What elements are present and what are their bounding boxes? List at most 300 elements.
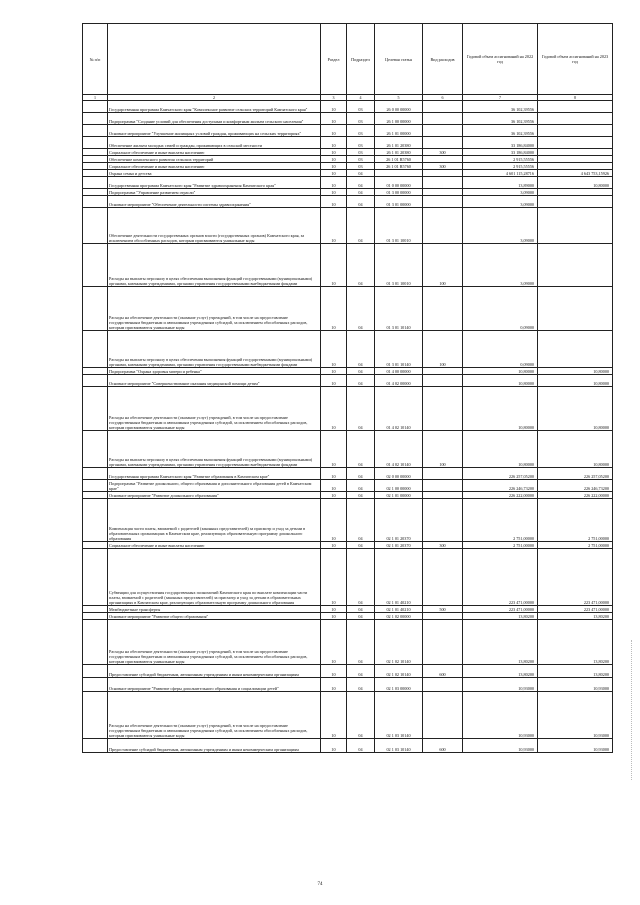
margin-dotted-line: [631, 640, 633, 780]
row-statya-cell: 26 1 01 00000: [375, 125, 423, 137]
row-podrazdel-cell: 03: [347, 156, 375, 163]
table-row: [83, 113, 613, 125]
row-podrazdel-cell: 04: [347, 692, 375, 739]
col-index: 2: [108, 95, 321, 101]
row-razdel-cell: 10: [321, 620, 347, 665]
col-header-2023: Годовой объем ассигнований на 2023 год: [538, 24, 613, 95]
row-2023-cell: [538, 287, 613, 331]
row-statya-cell: 02 1 02 10140: [375, 620, 423, 665]
col-index: 3: [321, 95, 347, 101]
row-statya-cell: 01 3 01 10010: [375, 208, 423, 244]
row-number-cell: [83, 244, 108, 287]
row-statya-cell: 02 1 01 20370: [375, 542, 423, 549]
row-2022-cell: 36 102,39556: [463, 113, 538, 125]
row-name-cell: Обеспечение деятельности государственных органов власти (государственных органов) Камчатского края, за исключением обособленных расходов, которым присваиваются уникальные коды: [108, 208, 321, 244]
row-name-cell: Социальное обеспечение и иные выплаты населению: [108, 163, 321, 170]
row-2023-cell: 10,93000: [538, 678, 613, 692]
row-2023-cell: 223 471,00000: [538, 549, 613, 606]
row-statya-cell: 26 0 00 00000: [375, 101, 423, 113]
col-index: 8: [538, 95, 613, 101]
col-header-razdel: Раздел: [321, 24, 347, 95]
row-2023-cell: [538, 163, 613, 170]
row-razdel-cell: 10: [321, 196, 347, 208]
table-row: [83, 196, 613, 208]
row-2022-cell: 3,09000: [463, 208, 538, 244]
row-2022-cell: 10,93000: [463, 692, 538, 739]
row-2023-cell: 4 643 753,15926: [538, 170, 613, 177]
row-podrazdel-cell: 04: [347, 244, 375, 287]
table-row: [83, 678, 613, 692]
row-podrazdel-cell: 04: [347, 387, 375, 431]
table-row: [83, 101, 613, 113]
row-podrazdel-cell: 04: [347, 739, 375, 753]
row-2023-cell: 226 222,00000: [538, 492, 613, 499]
row-2022-cell: 2 751,00000: [463, 542, 538, 549]
col-header-name: [108, 24, 321, 95]
row-podrazdel-cell: 04: [347, 678, 375, 692]
table-header-row: [83, 24, 613, 95]
row-number-cell: [83, 177, 108, 189]
row-name-cell: Основное мероприятие "Развитие общего образования": [108, 613, 321, 620]
row-statya-cell: 02 1 01 40210: [375, 606, 423, 613]
row-statya-cell: 02 1 00 00000: [375, 480, 423, 492]
row-razdel-cell: 10: [321, 101, 347, 113]
row-name-cell: Основное мероприятие "Совершенствование оказания медицинской помощи детям": [108, 375, 321, 387]
row-vid-cell: 100: [423, 331, 463, 368]
row-statya-cell: 02 0 00 00000: [375, 468, 423, 480]
row-podrazdel-cell: 03: [347, 149, 375, 156]
row-vid-cell: 600: [423, 665, 463, 678]
row-name-cell: Основное мероприятие "Улучшение жилищных условий граждан, проживающих на сельских территориях": [108, 125, 321, 137]
row-podrazdel-cell: 03: [347, 163, 375, 170]
row-statya-cell: 26 1 00 00000: [375, 113, 423, 125]
table-row: [83, 331, 613, 368]
row-name-cell: Государственная программа Камчатского края "Развитие здравоохранения Камчатского края": [108, 177, 321, 189]
row-statya-cell: 01 3 01 10010: [375, 244, 423, 287]
row-razdel-cell: 10: [321, 125, 347, 137]
row-2023-cell: 10,80000: [538, 368, 613, 375]
row-statya-cell: 02 1 03 00000: [375, 678, 423, 692]
row-razdel-cell: 10: [321, 468, 347, 480]
row-name-cell: Обеспечение жильем молодых семей и граждан, проживающих в сельской местности: [108, 137, 321, 149]
row-podrazdel-cell: 04: [347, 189, 375, 196]
row-name-cell: Предоставление субсидий бюджетным, автономным учреждениям и иным некоммерческим организациям: [108, 665, 321, 678]
row-podrazdel-cell: 04: [347, 542, 375, 549]
table-row: [83, 125, 613, 137]
row-statya-cell: 26 1 01 20380: [375, 137, 423, 149]
row-statya-cell: 02 1 01 40210: [375, 549, 423, 606]
row-number-cell: [83, 208, 108, 244]
row-2022-cell: 226 246,73200: [463, 480, 538, 492]
row-vid-cell: 300: [423, 542, 463, 549]
row-podrazdel-cell: 03: [347, 137, 375, 149]
table-row: [83, 492, 613, 499]
row-statya-cell: 01 3 01 10140: [375, 287, 423, 331]
row-2022-cell: 10,93000: [463, 678, 538, 692]
row-2023-cell: 10,93000: [538, 739, 613, 753]
row-vid-cell: [423, 499, 463, 542]
col-index: 5: [375, 95, 423, 101]
table-body: [83, 101, 613, 753]
row-razdel-cell: 10: [321, 368, 347, 375]
row-vid-cell: [423, 125, 463, 137]
row-vid-cell: [423, 692, 463, 739]
row-number-cell: [83, 149, 108, 156]
row-vid-cell: [423, 177, 463, 189]
row-vid-cell: [423, 170, 463, 177]
col-header-vid: Вид расходов: [423, 24, 463, 95]
row-2022-cell: 2 915,55556: [463, 156, 538, 163]
row-razdel-cell: 10: [321, 163, 347, 170]
row-number-cell: [83, 606, 108, 613]
row-vid-cell: 100: [423, 431, 463, 468]
row-name-cell: Государственная программа Камчатского края "Развитие образования в Камчатском крае": [108, 468, 321, 480]
budget-table: [82, 23, 613, 753]
row-vid-cell: 600: [423, 739, 463, 753]
row-2023-cell: 226 246,73200: [538, 480, 613, 492]
row-podrazdel-cell: 04: [347, 499, 375, 542]
row-number-cell: [83, 101, 108, 113]
row-name-cell: Основное мероприятие "Развитие сферы дополнительного образования и социализации детей": [108, 678, 321, 692]
row-2023-cell: 2 751,00000: [538, 542, 613, 549]
row-podrazdel-cell: 04: [347, 196, 375, 208]
row-razdel-cell: 10: [321, 156, 347, 163]
row-2023-cell: [538, 101, 613, 113]
row-razdel-cell: 10: [321, 331, 347, 368]
row-2022-cell: 13,89000: [463, 177, 538, 189]
table-row: [83, 208, 613, 244]
table-row: [83, 287, 613, 331]
row-name-cell: Основное мероприятие "Развитие дошкольного образования": [108, 492, 321, 499]
row-2022-cell: 10,80000: [463, 368, 538, 375]
row-razdel-cell: 10: [321, 431, 347, 468]
col-header-podrazdel: Подраздел: [347, 24, 375, 95]
row-2023-cell: 10,93000: [538, 692, 613, 739]
table-row: [83, 542, 613, 549]
col-index: 1: [83, 95, 108, 101]
row-statya-cell: 01 3 00 00000: [375, 189, 423, 196]
row-vid-cell: [423, 480, 463, 492]
row-vid-cell: 300: [423, 163, 463, 170]
col-index: 7: [463, 95, 538, 101]
row-2022-cell: 3,09000: [463, 196, 538, 208]
row-razdel-cell: 10: [321, 692, 347, 739]
row-podrazdel-cell: 04: [347, 549, 375, 606]
row-2023-cell: [538, 331, 613, 368]
row-vid-cell: [423, 287, 463, 331]
row-number-cell: [83, 368, 108, 375]
table-row: [83, 692, 613, 739]
row-2023-cell: 13,80200: [538, 613, 613, 620]
row-statya-cell: 02 1 03 10140: [375, 739, 423, 753]
row-2022-cell: 223 471,00000: [463, 549, 538, 606]
row-razdel-cell: 10: [321, 387, 347, 431]
row-razdel-cell: 10: [321, 739, 347, 753]
table-row: [83, 163, 613, 170]
row-2023-cell: [538, 149, 613, 156]
table-row: [83, 368, 613, 375]
row-2023-cell: 10,80000: [538, 177, 613, 189]
row-2023-cell: [538, 113, 613, 125]
table-row: [83, 189, 613, 196]
row-2022-cell: 33 186,84000: [463, 137, 538, 149]
col-index: 6: [423, 95, 463, 101]
row-2023-cell: 13,80200: [538, 620, 613, 665]
row-vid-cell: [423, 387, 463, 431]
table-row: [83, 244, 613, 287]
table-row: [83, 549, 613, 606]
row-vid-cell: 300: [423, 149, 463, 156]
row-2022-cell: 226 222,00000: [463, 492, 538, 499]
row-2023-cell: [538, 156, 613, 163]
row-vid-cell: [423, 678, 463, 692]
row-2022-cell: 10,80000: [463, 387, 538, 431]
table-row: [83, 156, 613, 163]
row-vid-cell: [423, 196, 463, 208]
row-statya-cell: 02 1 02 00000: [375, 613, 423, 620]
row-2023-cell: [538, 137, 613, 149]
row-number-cell: [83, 189, 108, 196]
row-razdel-cell: 10: [321, 492, 347, 499]
col-header-statya: Целевая статья: [375, 24, 423, 95]
row-razdel-cell: 10: [321, 287, 347, 331]
row-vid-cell: [423, 613, 463, 620]
row-2022-cell: 10,80000: [463, 431, 538, 468]
row-2022-cell: 2 751,00000: [463, 499, 538, 542]
page-number: 74: [317, 882, 323, 887]
row-razdel-cell: 10: [321, 606, 347, 613]
row-name-cell: Межбюджетные трансферты: [108, 606, 321, 613]
row-number-cell: [83, 163, 108, 170]
row-number-cell: [83, 468, 108, 480]
row-2022-cell: 0,09000: [463, 287, 538, 331]
row-podrazdel-cell: 04: [347, 620, 375, 665]
row-2023-cell: [538, 125, 613, 137]
row-podrazdel-cell: 04: [347, 368, 375, 375]
row-razdel-cell: 10: [321, 113, 347, 125]
row-2022-cell: 13,80200: [463, 665, 538, 678]
row-razdel-cell: 10: [321, 480, 347, 492]
row-number-cell: [83, 125, 108, 137]
row-name-cell: Предоставление субсидий бюджетным, автономным учреждениям и иным некоммерческим организациям: [108, 739, 321, 753]
row-2022-cell: 13,80200: [463, 613, 538, 620]
row-podrazdel-cell: 03: [347, 113, 375, 125]
row-podrazdel-cell: 03: [347, 101, 375, 113]
row-statya-cell: 02 1 01 20370: [375, 499, 423, 542]
row-number-cell: [83, 375, 108, 387]
row-podrazdel-cell: 04: [347, 665, 375, 678]
row-name-cell: Расходы на обеспечение деятельности (оказание услуг) учреждений, в том числе на предоставление государственным бюджетным и автономным учреждениям субсидий, за исключением обособленных расходов, которым присваиваются уникальные коды: [108, 620, 321, 665]
row-2023-cell: 10,80000: [538, 387, 613, 431]
row-number-cell: [83, 739, 108, 753]
col-header-number: № п/п: [83, 24, 108, 95]
row-number-cell: [83, 287, 108, 331]
row-vid-cell: 100: [423, 244, 463, 287]
row-number-cell: [83, 156, 108, 163]
row-vid-cell: [423, 113, 463, 125]
row-name-cell: Расходы на выплаты персоналу в целях обеспечения выполнения функций государственными (муниципальными) органами, казенными учреждениями, органами управления государственными внебюджетными фондами: [108, 244, 321, 287]
row-name-cell: Компенсация части платы, взимаемой с родителей (законных представителей) за присмотр и уход за детьми в образовательных организациях в Камчатском крае, реализующих образовательную программу дошкольного образования: [108, 499, 321, 542]
row-2023-cell: 223 471,00000: [538, 606, 613, 613]
row-statya-cell: [375, 170, 423, 177]
row-statya-cell: 26 1 01 R5760: [375, 163, 423, 170]
row-statya-cell: 01 4 02 10140: [375, 387, 423, 431]
row-vid-cell: [423, 189, 463, 196]
row-number-cell: [83, 542, 108, 549]
row-number-cell: [83, 549, 108, 606]
row-name-cell: Расходы на обеспечение деятельности (оказание услуг) учреждений, в том числе на предоставление государственным бюджетным и автономным учреждениям субсидий, за исключением обособленных расходов, которым присваиваются уникальные коды: [108, 387, 321, 431]
row-2022-cell: 4 601 115,28716: [463, 170, 538, 177]
row-name-cell: Основное мероприятие "Обеспечение деятельности системы здравоохранения": [108, 196, 321, 208]
col-header-2022: Годовой объем ассигнований на 2022 год: [463, 24, 538, 95]
row-number-cell: [83, 480, 108, 492]
table-row: [83, 149, 613, 156]
row-statya-cell: 01 4 02 10140: [375, 431, 423, 468]
row-number-cell: [83, 613, 108, 620]
row-razdel-cell: 10: [321, 678, 347, 692]
row-razdel-cell: 10: [321, 244, 347, 287]
row-name-cell: Государственная программа Камчатского края "Комплексное развитие сельских территорий Камчатского края": [108, 101, 321, 113]
row-number-cell: [83, 331, 108, 368]
row-vid-cell: [423, 375, 463, 387]
row-podrazdel-cell: 04: [347, 331, 375, 368]
row-name-cell: Расходы на выплаты персоналу в целях обеспечения выполнения функций государственными (муниципальными) органами, казенными учреждениями, органами управления государственными внебюджетными фондами: [108, 431, 321, 468]
row-podrazdel-cell: 04: [347, 375, 375, 387]
row-podrazdel-cell: 04: [347, 287, 375, 331]
row-podrazdel-cell: 04: [347, 170, 375, 177]
row-name-cell: Расходы на обеспечение деятельности (оказание услуг) учреждений, в том числе на предоставление государственным бюджетным и автономным учреждениям субсидий, за исключением обособленных расходов, которым присваиваются уникальные коды: [108, 287, 321, 331]
row-podrazdel-cell: 04: [347, 208, 375, 244]
row-name-cell: Подпрограмма "Развитие дошкольного, общего образования и дополнительного образования детей в Камчатском крае": [108, 480, 321, 492]
row-name-cell: Подпрограмма "Создание условий для обеспечения доступным и комфортным жильем сельского населения": [108, 113, 321, 125]
table-row: [83, 387, 613, 431]
row-number-cell: [83, 692, 108, 739]
row-statya-cell: 26 1 01 R5760: [375, 156, 423, 163]
row-vid-cell: [423, 156, 463, 163]
row-razdel-cell: 10: [321, 613, 347, 620]
row-vid-cell: [423, 620, 463, 665]
row-number-cell: [83, 387, 108, 431]
row-vid-cell: [423, 137, 463, 149]
row-razdel-cell: 10: [321, 549, 347, 606]
budget-table-sheet: [82, 23, 612, 753]
row-2023-cell: [538, 244, 613, 287]
row-razdel-cell: 10: [321, 375, 347, 387]
row-2022-cell: 36 102,39556: [463, 125, 538, 137]
row-vid-cell: [423, 468, 463, 480]
table-row: [83, 499, 613, 542]
row-2023-cell: [538, 196, 613, 208]
table-row: [83, 431, 613, 468]
row-vid-cell: [423, 492, 463, 499]
row-statya-cell: 02 1 03 10140: [375, 692, 423, 739]
row-2022-cell: 10,93000: [463, 739, 538, 753]
row-number-cell: [83, 499, 108, 542]
row-number-cell: [83, 137, 108, 149]
table-row: [83, 665, 613, 678]
row-statya-cell: 01 3 01 00000: [375, 196, 423, 208]
row-name-cell: Субвенции для осуществления государственных полномочий Камчатского края по выплате компенсации части платы, взимаемой с родителей (законных представителей) за присмотр и уход за детьми в образовательных организациях в Камчатском крае, реализующих образовательную программу дошкольного образования: [108, 549, 321, 606]
row-name-cell: Охрана семьи и детства: [108, 170, 321, 177]
row-razdel-cell: 10: [321, 665, 347, 678]
row-2022-cell: 3,09000: [463, 189, 538, 196]
row-2022-cell: 3,09000: [463, 244, 538, 287]
row-name-cell: Подпрограмма "Управление развитием отрасли": [108, 189, 321, 196]
row-vid-cell: [423, 549, 463, 606]
row-statya-cell: 02 1 02 10140: [375, 665, 423, 678]
table-row: [83, 739, 613, 753]
row-2023-cell: 10,80000: [538, 375, 613, 387]
row-number-cell: [83, 678, 108, 692]
row-statya-cell: 01 4 00 00000: [375, 368, 423, 375]
col-index: 4: [347, 95, 375, 101]
table-row: [83, 606, 613, 613]
row-podrazdel-cell: 04: [347, 606, 375, 613]
row-2023-cell: 226 257,05200: [538, 468, 613, 480]
row-statya-cell: 01 3 01 10140: [375, 331, 423, 368]
row-razdel-cell: 10: [321, 208, 347, 244]
table-row: [83, 480, 613, 492]
row-vid-cell: [423, 101, 463, 113]
row-2022-cell: 2 915,55556: [463, 163, 538, 170]
row-name-cell: Социальное обеспечение и иные выплаты населению: [108, 542, 321, 549]
row-razdel-cell: 10: [321, 542, 347, 549]
row-number-cell: [83, 431, 108, 468]
row-number-cell: [83, 665, 108, 678]
row-statya-cell: 01 0 00 00000: [375, 177, 423, 189]
row-2022-cell: 10,80000: [463, 375, 538, 387]
row-2022-cell: 13,80200: [463, 620, 538, 665]
row-2022-cell: 36 102,39556: [463, 101, 538, 113]
row-statya-cell: 26 1 01 20380: [375, 149, 423, 156]
row-podrazdel-cell: 04: [347, 492, 375, 499]
row-name-cell: Подпрограмма "Охрана здоровья матери и ребенка": [108, 368, 321, 375]
row-number-cell: [83, 492, 108, 499]
row-2023-cell: [538, 189, 613, 196]
row-2023-cell: 10,80000: [538, 431, 613, 468]
row-razdel-cell: 10: [321, 189, 347, 196]
row-podrazdel-cell: 04: [347, 480, 375, 492]
row-podrazdel-cell: 04: [347, 468, 375, 480]
row-statya-cell: 02 1 01 00000: [375, 492, 423, 499]
table-row: [83, 468, 613, 480]
row-2022-cell: 226 257,05200: [463, 468, 538, 480]
row-vid-cell: [423, 208, 463, 244]
table-row: [83, 170, 613, 177]
row-number-cell: [83, 620, 108, 665]
row-podrazdel-cell: 04: [347, 613, 375, 620]
row-2022-cell: 33 186,84000: [463, 149, 538, 156]
row-number-cell: [83, 113, 108, 125]
row-2022-cell: 223 471,00000: [463, 606, 538, 613]
row-2023-cell: 2 751,00000: [538, 499, 613, 542]
row-name-cell: Расходы на выплаты персоналу в целях обеспечения выполнения функций государственными (муниципальными) органами, казенными учреждениями, органами управления государственными внебюджетными фондами: [108, 331, 321, 368]
row-razdel-cell: 10: [321, 137, 347, 149]
row-2022-cell: 0,09000: [463, 331, 538, 368]
row-razdel-cell: 10: [321, 499, 347, 542]
row-statya-cell: 01 4 02 00000: [375, 375, 423, 387]
row-razdel-cell: 10: [321, 170, 347, 177]
row-podrazdel-cell: 03: [347, 125, 375, 137]
table-row: [83, 375, 613, 387]
row-vid-cell: 500: [423, 606, 463, 613]
table-row: [83, 137, 613, 149]
table-row: [83, 177, 613, 189]
row-2023-cell: [538, 208, 613, 244]
row-number-cell: [83, 196, 108, 208]
row-vid-cell: [423, 368, 463, 375]
row-number-cell: [83, 170, 108, 177]
